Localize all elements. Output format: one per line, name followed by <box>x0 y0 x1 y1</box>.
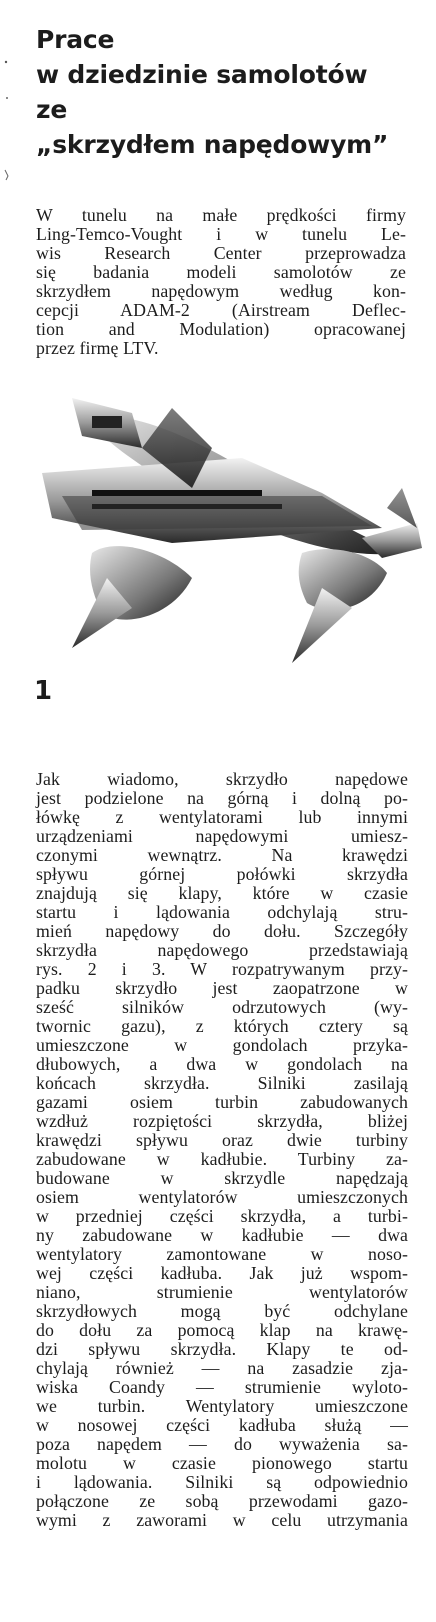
text-line: do dołu za pomocą klap na krawę- <box>36 1320 408 1340</box>
text-line: w nosowej części kadłuba służą — <box>36 1415 408 1435</box>
article-title <box>36 22 426 162</box>
text-line: niano, strumienie wentylatorów <box>36 1282 408 1302</box>
text-line: poza napędem — do wyważenia sa- <box>36 1434 408 1454</box>
text-line: W tunelu na małe prędkości firmy <box>36 205 406 225</box>
text-line: wis Research Center przeprowadza <box>36 243 406 263</box>
title-line: Prace <box>36 25 115 54</box>
title-line: ze <box>36 95 68 124</box>
text-line: umieszczone w gondolach przyka- <box>36 1035 408 1055</box>
text-line: molotu w czasie pionowego startu <box>36 1453 408 1473</box>
text-line: przez firmę LTV. <box>36 338 159 358</box>
text-line: spływu górnej połówki skrzydła <box>36 864 408 884</box>
text-line: znajdują się klapy, które w czasie <box>36 883 408 903</box>
text-line: startu i lądowania odchylają stru- <box>36 902 408 922</box>
text-line: sześć silników odrzutowych (wy- <box>36 997 408 1017</box>
text-line: wiska Coandy — strumienie wyloto- <box>36 1377 408 1397</box>
text-line: łówkę z wentylatorami lub innymi <box>36 807 408 827</box>
text-line: ny zabudowane w kadłubie — dwa <box>36 1225 408 1245</box>
text-line: tion and Modulation) opracowanej <box>36 319 406 339</box>
text-line: cepcji ADAM-2 (Airstream Deflec- <box>36 300 406 320</box>
text-line: mień napędowy do dołu. Szczegóły <box>36 921 408 941</box>
text-line: budowane w skrzydle napędzają <box>36 1168 408 1188</box>
text-line: dłubowych, a dwa w gondolach na <box>36 1054 408 1074</box>
text-line: padku skrzydło jest zaopatrzone w <box>36 978 408 998</box>
text-line: rys. 2 i 3. W rozpatrywanym przy- <box>36 959 408 979</box>
text-line: osiem wentylatorów umieszczonych <box>36 1187 408 1207</box>
text-line: skrzydła napędowego przedstawiają <box>36 940 408 960</box>
text-line: we turbin. Wentylatory umieszczone <box>36 1396 408 1416</box>
body-paragraph <box>36 770 408 1530</box>
text-line: Ling-Temco-Vought i w tunelu Le- <box>36 224 406 244</box>
text-line: skrzydłem napędowym według kon- <box>36 281 406 301</box>
text-line: wzdłuż rozpiętości skrzydła, bliżej <box>36 1111 408 1131</box>
text-line: zabudowane w kadłubie. Turbiny za- <box>36 1149 408 1169</box>
text-line: i lądowania. Silniki są odpowiednio <box>36 1472 408 1492</box>
margin-marks <box>2 0 14 200</box>
text-line: gazami osiem turbin zabudowanych <box>36 1092 408 1112</box>
text-line: wej części kadłuba. Jak już wspom- <box>36 1263 408 1283</box>
text-line: wymi z zaworami w celu utrzymania <box>36 1510 408 1530</box>
text-line: jest podzielone na górną i dolną po- <box>36 788 408 808</box>
intro-paragraph <box>36 206 406 358</box>
text-line: dzi spływu skrzydła. Klapy te od- <box>36 1339 408 1359</box>
text-line: chylają również — na zasadzie zja- <box>36 1358 408 1378</box>
text-line: czonymi wewnątrz. Na krawędzi <box>36 845 408 865</box>
text-line: wentylatory zamontowane w noso- <box>36 1244 408 1264</box>
text-line: skrzydłowych mogą być odchylane <box>36 1301 408 1321</box>
title-line: w dziedzinie samolotów <box>36 60 368 89</box>
figure-number: 1 <box>34 676 53 706</box>
text-line: się badania modeli samolotów ze <box>36 262 406 282</box>
text-line: krawędzi spływu oraz dwie turbiny <box>36 1130 408 1150</box>
text-line: w przedniej części skrzydła, a turbi- <box>36 1206 408 1226</box>
text-line: Jak wiadomo, skrzydło napędowe <box>36 769 408 789</box>
title-line: „skrzydłem napędowym” <box>36 130 389 159</box>
text-line: urządzeniami napędowymi umiesz- <box>36 826 408 846</box>
text-line: połączone ze sobą przewodami gazo- <box>36 1491 408 1511</box>
text-line: końcach skrzydła. Silniki zasilają <box>36 1073 408 1093</box>
text-line: twornic gazu), z których cztery są <box>36 1016 408 1036</box>
aircraft-model-photo <box>22 378 426 668</box>
